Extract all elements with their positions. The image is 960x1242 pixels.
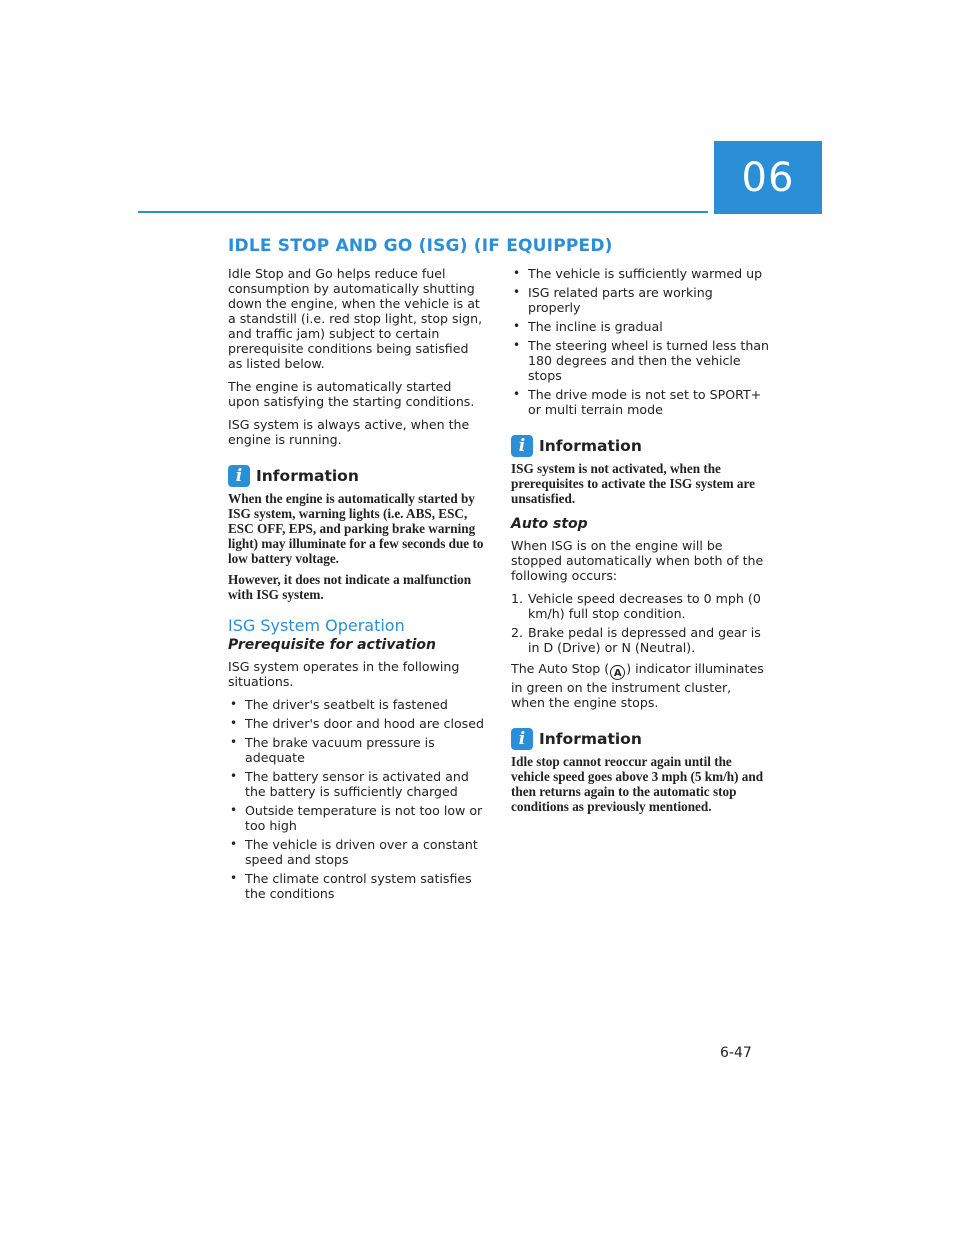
subsection-title: ISG System Operation — [228, 616, 405, 635]
information-icon: i — [511, 435, 533, 457]
bullet-icon: • — [230, 769, 238, 783]
indicator-text-before: The Auto Stop ( — [511, 661, 610, 676]
list-item-text: The incline is gradual — [528, 319, 663, 334]
list-item — [228, 769, 486, 799]
right-column — [511, 266, 769, 824]
list-item — [228, 871, 486, 901]
list-item-text: Outside temperature is not too low or too high — [245, 803, 483, 833]
list-item — [511, 625, 769, 655]
bullet-icon: • — [513, 387, 521, 401]
bullet-icon: • — [230, 697, 238, 711]
bullet-icon: • — [513, 338, 521, 352]
step-text: Brake pedal is depressed and gear is in D (Drive) or N (Neutral). — [528, 625, 761, 655]
list-item-text: The driver's door and hood are closed — [245, 716, 484, 731]
list-item-text: The battery sensor is activated and the battery is sufficiently charged — [245, 769, 469, 799]
list-item — [228, 803, 486, 833]
list-item — [511, 387, 769, 417]
prerequisite-intro: ISG system operates in the following situations. — [228, 659, 460, 689]
information-text: However, it does not indicate a malfunction with ISG system. — [228, 572, 472, 602]
step-number: 1. — [511, 591, 524, 606]
information-text: When the engine is automatically started by ISG system, warning lights (i.e. ABS, ESC, ESC OFF, EPS, and parking brake warning light) may illuminate for a few seconds due to low battery voltage. — [228, 491, 484, 566]
intro-paragraph: The engine is automatically started upon satisfying the starting conditions. — [228, 379, 475, 409]
list-item-text: The drive mode is not set to SPORT+ or multi terrain mode — [528, 387, 762, 417]
bullet-icon: • — [513, 285, 521, 299]
step-text: Vehicle speed decreases to 0 mph (0 km/h) full stop condition. — [528, 591, 761, 621]
prerequisite-title: Prerequisite for activation — [228, 637, 436, 653]
left-column — [228, 266, 486, 907]
information-header — [511, 435, 769, 457]
step-number: 2. — [511, 625, 524, 640]
header-rule — [138, 211, 708, 213]
information-text: ISG system is not activated, when the prerequisites to activate the ISG system are unsatisfied. — [511, 461, 755, 506]
section-title: IDLE STOP AND GO (ISG) (IF EQUIPPED) — [228, 236, 613, 256]
information-title: Information — [539, 730, 642, 748]
list-item — [228, 837, 486, 867]
prerequisite-list-continued — [511, 266, 769, 417]
list-item — [228, 735, 486, 765]
list-item — [511, 338, 769, 383]
chapter-tab: 06 — [714, 141, 822, 214]
information-title: Information — [256, 467, 359, 485]
auto-stop-title: Auto stop — [511, 516, 588, 532]
bullet-icon: • — [513, 319, 521, 333]
information-header — [511, 728, 769, 750]
intro-paragraph: Idle Stop and Go helps reduce fuel consumption by automatically shutting down the engine, when the vehicle is at a standstill (i.e. red stop light, stop sign, and traffic jam) subject to certain prerequisite conditions being satisfied as listed below. — [228, 266, 483, 371]
list-item-text: The vehicle is driven over a constant speed and stops — [245, 837, 478, 867]
bullet-icon: • — [230, 803, 238, 817]
bullet-icon: • — [230, 735, 238, 749]
information-box — [511, 728, 769, 814]
information-header — [228, 465, 486, 487]
information-icon: i — [511, 728, 533, 750]
bullet-icon: • — [230, 871, 238, 885]
list-item — [511, 591, 769, 621]
list-item-text: The driver's seatbelt is fastened — [245, 697, 448, 712]
auto-stop-steps — [511, 591, 769, 655]
indicator-paragraph — [511, 661, 769, 710]
auto-stop-indicator-icon: A — [610, 665, 625, 680]
list-item-text: The steering wheel is turned less than 180 degrees and then the vehicle stops — [528, 338, 770, 383]
list-item-text: The vehicle is sufficiently warmed up — [528, 266, 763, 281]
auto-stop-intro: When ISG is on the engine will be stopped automatically when both of the following occurs: — [511, 538, 764, 583]
information-text: Idle stop cannot reoccur again until the vehicle speed goes above 3 mph (5 km/h) and then returns again to the automatic stop conditions as previously mentioned. — [511, 754, 764, 814]
bullet-icon: • — [230, 837, 238, 851]
list-item — [511, 319, 769, 334]
bullet-icon: • — [230, 716, 238, 730]
information-box — [511, 435, 769, 506]
indicator-text-after: ) indicator illuminates in green on the instrument cluster, when the engine stops. — [511, 661, 764, 710]
list-item-text: ISG related parts are working properly — [528, 285, 713, 315]
prerequisite-list — [228, 697, 486, 901]
list-item — [228, 697, 486, 712]
information-box — [228, 465, 486, 602]
list-item — [228, 716, 486, 731]
information-title: Information — [539, 437, 642, 455]
list-item-text: The climate control system satisfies the conditions — [245, 871, 472, 901]
information-icon: i — [228, 465, 250, 487]
bullet-icon: • — [513, 266, 521, 280]
list-item-text: The brake vacuum pressure is adequate — [245, 735, 435, 765]
intro-paragraph: ISG system is always active, when the engine is running. — [228, 417, 470, 447]
page-number: 6-47 — [720, 1045, 752, 1061]
list-item — [511, 285, 769, 315]
list-item — [511, 266, 769, 281]
